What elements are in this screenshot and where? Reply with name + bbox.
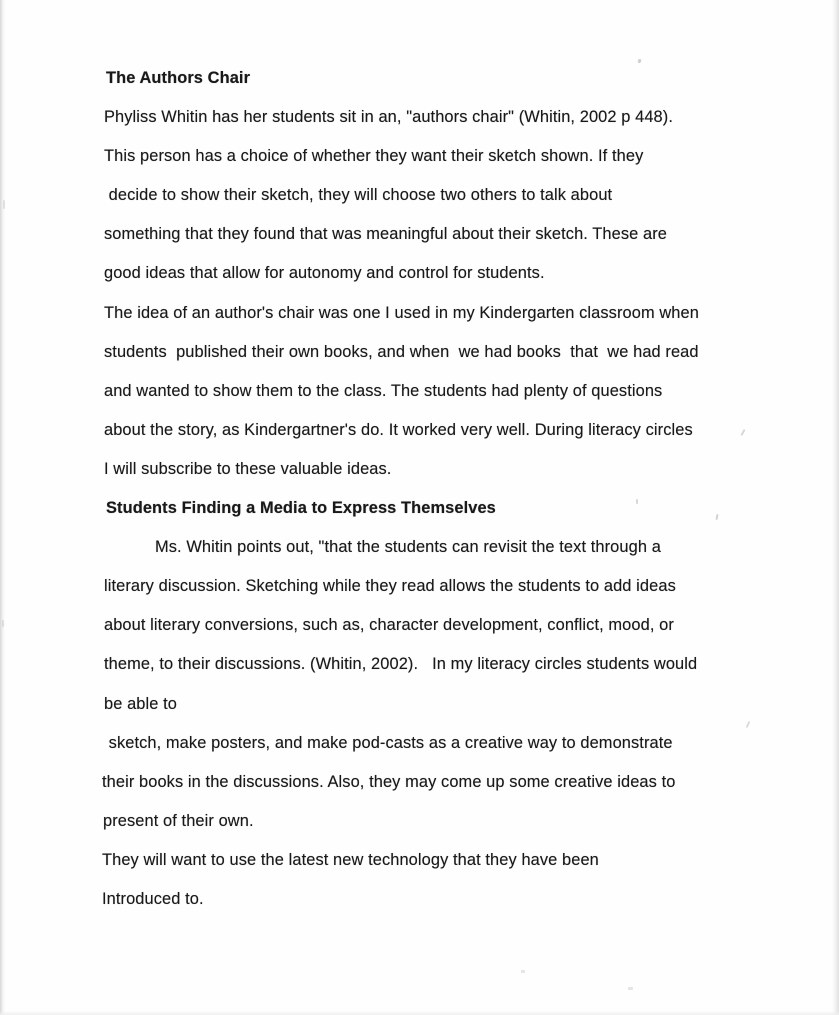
scan-edge-bottom [0,1011,839,1015]
text-line: about the story, as Kindergartner's do. It worked very well. During literacy circles [104,420,693,439]
text-line: This person has a choice of whether they want their sketch shown. If they [104,147,644,166]
text-line: sketch, make posters, and make pod-casts as a creative way to demonstrate [104,733,673,752]
text-line: Introduced to. [102,889,204,908]
text-line: students published their own books, and when we had books that we had read [104,342,699,361]
text-line: and wanted to show them to the class. The students had plenty of questions [104,381,663,400]
text-line: good ideas that allow for autonomy and control for students. [104,264,545,283]
text-line: literary discussion. Sketching while they read allows the students to add ideas [104,577,676,596]
text-line: something that they found that was meaningful about their sketch. These are [104,225,667,244]
document-text [0,59,839,919]
scan-speck [2,620,4,627]
section-heading: Students Finding a Media to Express Themselves [106,499,496,518]
text-line: decide to show their sketch, they will choose two others to talk about [104,186,613,205]
text-line: their books in the discussions. Also, they may come up some creative ideas to [102,772,676,791]
text-line: present of their own. [103,811,254,830]
text-line: The idea of an author's chair was one I used in my Kindergarten classroom when [104,303,699,322]
text-line: I will subscribe to these valuable ideas. [104,459,392,478]
text-line: Ms. Whitin points out, "that the students can revisit the text through a [155,538,661,557]
scan-speck [3,200,5,209]
scan-speck [628,987,633,990]
text-line: They will want to use the latest new technology that they have been [102,850,599,869]
scan-speck [521,970,525,973]
text-line: Phyliss Whitin has her students sit in an, "authors chair" (Whitin, 2002 p 448). [104,108,673,127]
text-line: theme, to their discussions. (Whitin, 2002). In my literacy circles students would [104,655,698,674]
scan-speck [636,499,638,504]
section-heading: The Authors Chair [106,69,251,87]
text-line: about literary conversions, such as, character development, conflict, mood, or [104,616,674,635]
text-line: be able to [104,694,177,713]
